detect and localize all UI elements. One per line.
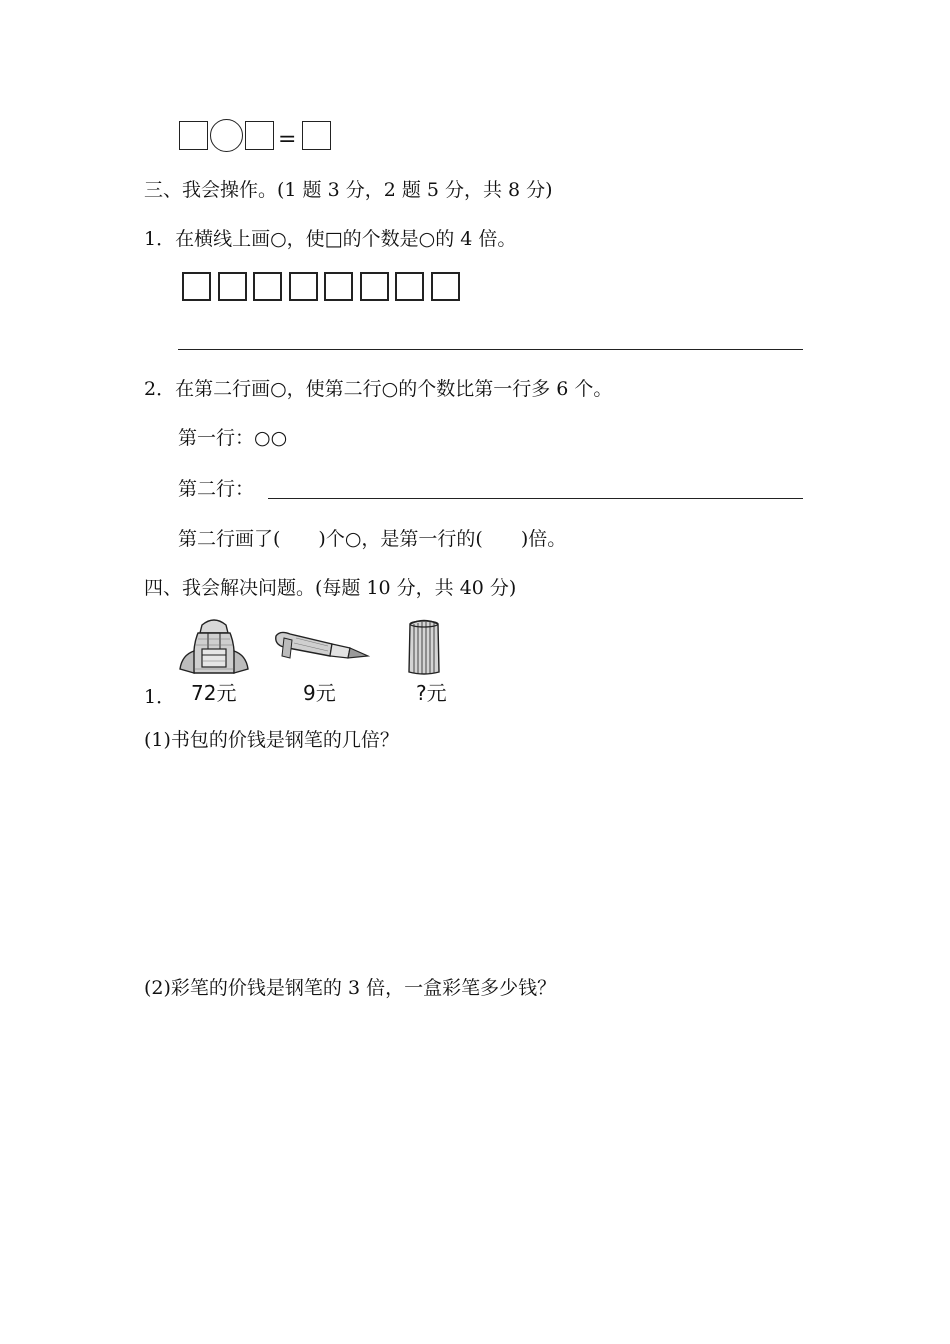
square-shape (324, 272, 353, 301)
row-2-label: 第二行： (178, 478, 255, 500)
blank-box (245, 121, 274, 150)
square-shape (395, 272, 424, 301)
colored-pencil-box-icon (406, 618, 442, 676)
section-3-heading: 三、我会操作。(1 题 3 分，2 题 5 分，共 8 分) (144, 179, 553, 201)
price-label: 72元 (191, 681, 237, 705)
square-shape (289, 272, 318, 301)
backpack-icon (178, 617, 250, 679)
price-label: 9元 (303, 681, 336, 705)
square-shape (360, 272, 389, 301)
equals-sign: = (278, 127, 297, 152)
question-4-1-part-2: (2)彩笔的价钱是钢笔的 3 倍，一盒彩笔多少钱？ (144, 977, 557, 999)
square-shape (431, 272, 460, 301)
answer-line[interactable] (178, 349, 803, 350)
fill-in-sentence: 第二行画了( )个○，是第一行的( )倍。 (178, 528, 567, 550)
blank-box (302, 121, 331, 150)
question-3-1: 1．在横线上画○，使□的个数是○的 4 倍。 (144, 228, 517, 250)
row-1-label: 第一行：○○ (178, 427, 288, 449)
blank-circle (210, 119, 243, 152)
square-shape (218, 272, 247, 301)
row-2-answer-line[interactable] (268, 498, 803, 499)
square-shape (182, 272, 211, 301)
section-4-heading: 四、我会解决问题。(每题 10 分，共 40 分) (144, 577, 517, 599)
price-label: ?元 (416, 681, 447, 705)
question-4-1-part-1: (1)书包的价钱是钢笔的几倍？ (144, 729, 399, 751)
question-4-1-number: 1． (144, 686, 176, 708)
blank-box (179, 121, 208, 150)
question-3-2: 2．在第二行画○，使第二行○的个数比第一行多 6 个。 (144, 378, 613, 400)
square-shape (253, 272, 282, 301)
fountain-pen-icon (270, 628, 370, 664)
